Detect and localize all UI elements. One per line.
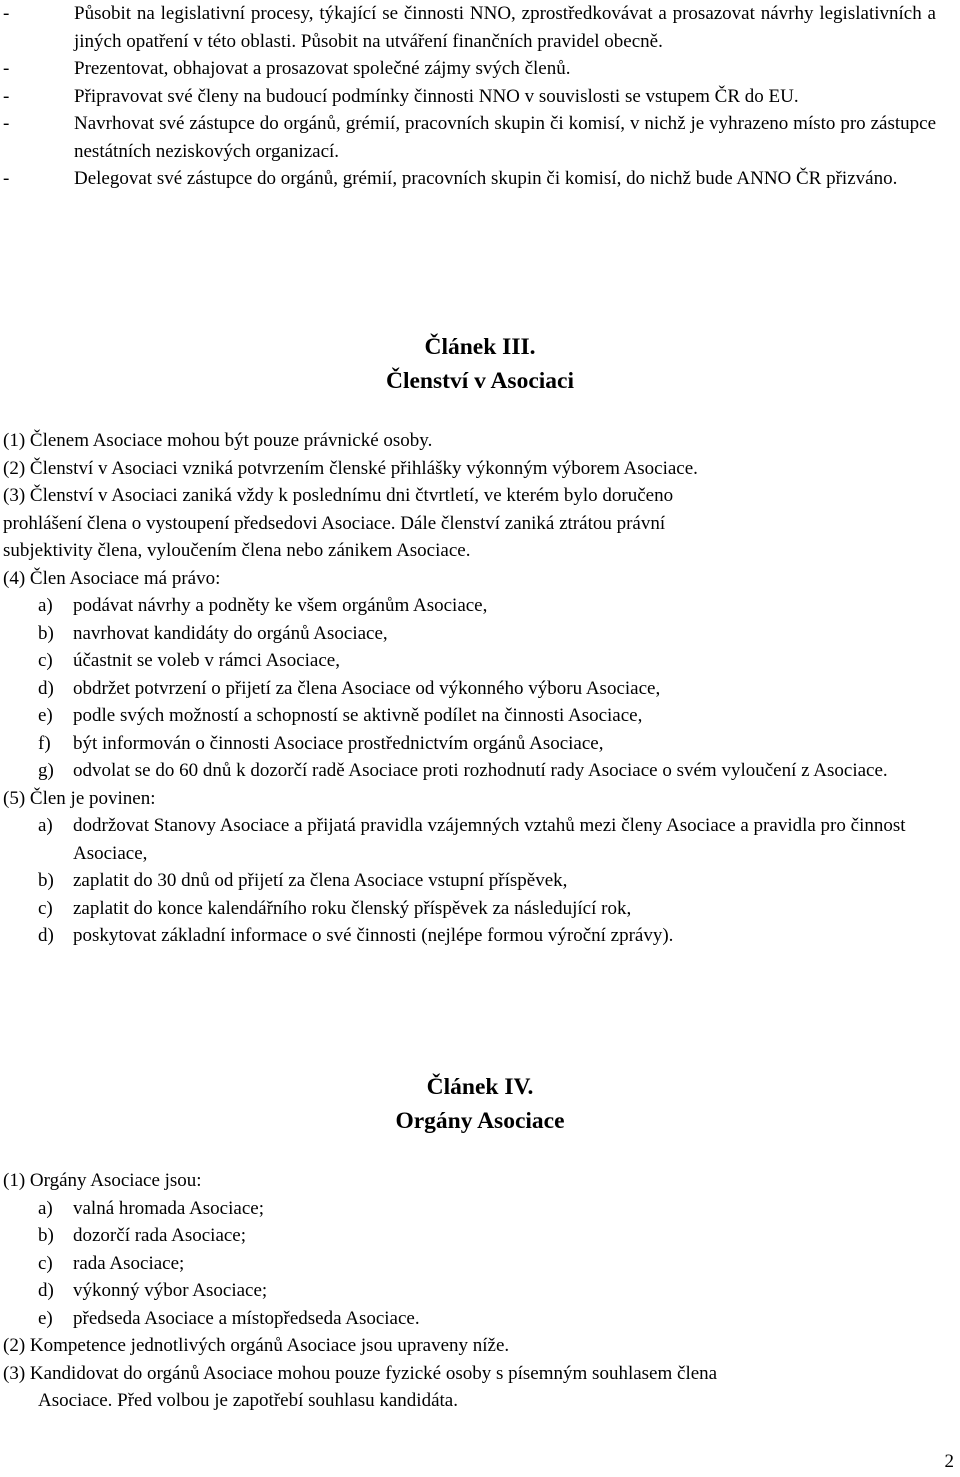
list-marker: - (3, 168, 10, 189)
list-marker: c) (38, 1252, 53, 1274)
list-item-text: dozorčí rada Asociace; (73, 1225, 247, 1246)
list-item-text: zaplatit do 30 dnů od přijetí za člena Asociace vstupní příspěvek, (73, 870, 568, 891)
list-marker: b) (38, 1225, 54, 1246)
article-3-body (0, 427, 936, 950)
article-4-title: Orgány Asociace (395, 1108, 565, 1134)
list-item-text: Působit na legislativní procesy, týkající se činnosti NNO, zprostředkovávat a prosazovat návrhy legislativních a jiných opatření v této oblasti. Působit na utváření finančních pravidel obecně. (74, 3, 936, 52)
list-item (0, 702, 936, 730)
list-marker: a) (38, 595, 53, 616)
list-marker: - (3, 85, 10, 107)
article-4-number: Článek IV. (426, 1074, 534, 1100)
list-item (0, 812, 936, 867)
paragraph-line: (3) Členství v Asociaci zaniká vždy k poslednímu dni čtvrtletí, ve kterém bylo doručeno (3, 485, 674, 506)
list-marker: e) (38, 705, 53, 726)
list-marker: d) (38, 925, 54, 946)
intro-list (0, 0, 936, 193)
paragraph: (5) Člen je povinen: (3, 787, 156, 809)
list-marker: b) (38, 622, 54, 644)
article-4-body (0, 1167, 936, 1415)
list-item-text: výkonný výbor Asociace; (73, 1280, 268, 1301)
list-item (0, 867, 936, 895)
list-item-text: podávat návrhy a podněty ke všem orgánům Asociace, (73, 595, 488, 616)
list-item-text: valná hromada Asociace; (73, 1197, 264, 1219)
list-item-text: zaplatit do konce kalendářního roku členský příspěvek za následující rok, (73, 897, 632, 919)
list-item-text: rada Asociace; (73, 1252, 185, 1274)
article-3-number: Článek III. (424, 334, 536, 360)
list-marker: g) (38, 760, 54, 781)
list-item-text: podle svých možností a schopností se aktivně podílet na činnosti Asociace, (73, 705, 643, 726)
paragraph-line: prohlášení člena o vystoupení předsedovi Asociace. Dále členství zaniká ztrátou právní (3, 512, 666, 534)
list-item-text: předseda Asociace a místopředseda Asociace. (73, 1307, 420, 1329)
list-marker: c) (38, 897, 53, 919)
list-item (0, 757, 936, 785)
list-item (0, 1195, 936, 1223)
list-marker: f) (38, 732, 51, 754)
list-item (0, 1222, 936, 1250)
list-item (0, 0, 936, 55)
list-marker: c) (38, 650, 53, 671)
list-item (0, 620, 936, 648)
list-item (0, 730, 936, 758)
list-marker: d) (38, 677, 54, 699)
list-item-text: Připravovat své členy na budoucí podmínky činnosti NNO v souvislosti se vstupem ČR do EU. (74, 85, 799, 107)
page-number: 2 (944, 1451, 954, 1472)
list-item (0, 1305, 936, 1333)
list-item-text: být informován o činnosti Asociace prostřednictvím orgánů Asociace, (73, 732, 604, 754)
list-item (0, 675, 936, 703)
paragraph-line: subjektivity člena, vyloučením člena nebo zánikem Asociace. (3, 540, 471, 561)
list-item (0, 592, 936, 620)
list-item-text: dodržovat Stanovy Asociace a přijatá pravidla vzájemných vztahů mezi členy Asociace a pravidla pro činnost Asociace, (73, 815, 906, 864)
list-marker: - (3, 58, 10, 79)
list-marker: b) (38, 870, 54, 891)
list-item-text: navrhovat kandidáty do orgánů Asociace, (73, 622, 388, 644)
list-item-text: odvolat se do 60 dnů k dozorčí radě Asociace proti rozhodnutí rady Asociace o svém vyloučení z Asociace. (73, 760, 888, 781)
list-item (0, 895, 936, 923)
paragraph: (2) Členství v Asociaci vzniká potvrzením členské přihlášky výkonným výborem Asociace. (3, 457, 698, 479)
paragraph-line: Asociace. Před volbou je zapotřebí souhlasu kandidáta. (38, 1390, 458, 1411)
list-marker: a) (38, 1197, 53, 1219)
list-item-text: poskytovat základní informace o své činnosti (nejlépe formou výroční zprávy). (73, 925, 674, 946)
list-item (0, 55, 936, 83)
list-item-text: Navrhovat své zástupce do orgánů, grémií, pracovních skupin či komisí, v nichž je vyhrazeno místo pro zástupce nestátních neziskových organizací. (74, 113, 936, 162)
list-item (0, 1277, 936, 1305)
list-item-text: obdržet potvrzení o přijetí za člena Asociace od výkonného výboru Asociace, (73, 677, 661, 699)
list-item-text: účastnit se voleb v rámci Asociace, (73, 650, 340, 671)
list-item (0, 922, 936, 950)
list-item (0, 83, 936, 111)
list-item-text: Delegovat své zástupce do orgánů, grémií, pracovních skupin či komisí, do nichž bude ANNO ČR přizváno. (74, 168, 898, 189)
list-marker: a) (38, 815, 53, 836)
list-marker: - (3, 3, 10, 24)
list-item (0, 165, 936, 193)
paragraph: (2) Kompetence jednotlivých orgánů Asociace jsou upraveny níže. (3, 1335, 510, 1356)
paragraph: (1) Členem Asociace mohou být pouze právnické osoby. (3, 430, 433, 451)
paragraph: (4) Člen Asociace má právo: (3, 567, 221, 589)
list-marker: e) (38, 1307, 53, 1329)
list-marker: d) (38, 1280, 54, 1301)
list-item (0, 647, 936, 675)
paragraph: (1) Orgány Asociace jsou: (3, 1170, 202, 1191)
article-3-title: Členství v Asociaci (386, 368, 574, 394)
list-item (0, 110, 936, 165)
list-item (0, 1250, 936, 1278)
list-marker: - (3, 113, 10, 134)
paragraph-line: (3) Kandidovat do orgánů Asociace mohou pouze fyzické osoby s písemným souhlasem člena (3, 1362, 718, 1384)
list-item-text: Prezentovat, obhajovat a prosazovat společné zájmy svých členů. (74, 58, 571, 79)
